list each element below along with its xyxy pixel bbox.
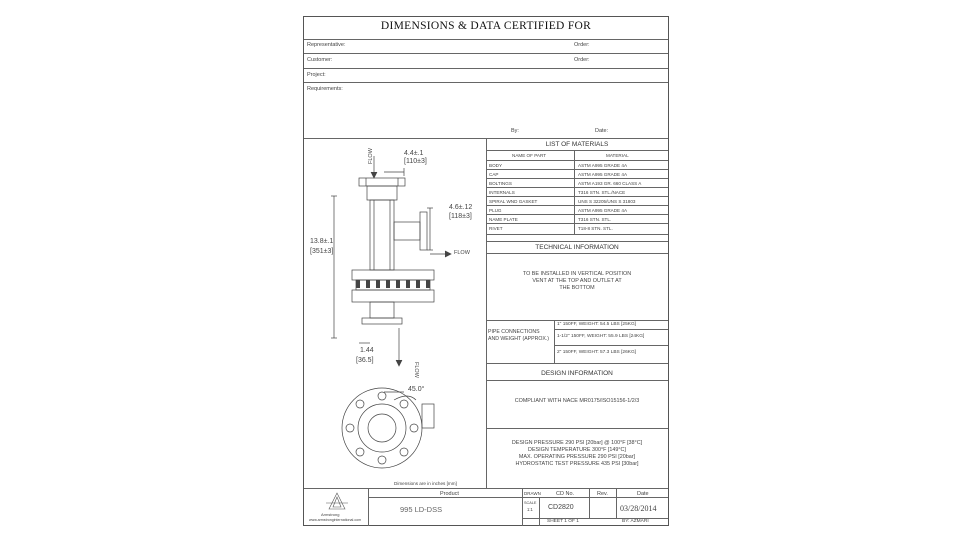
column-header-part: NAME OF PART xyxy=(512,153,547,158)
design-line: HYDROSTATIC TEST PRESSURE 435 PSI [30bar] xyxy=(515,461,639,467)
divider xyxy=(486,234,668,235)
outlet-flange xyxy=(362,318,402,324)
part-cell: RIVET xyxy=(489,226,503,231)
material-cell: ASTM A995 GRADE 4A xyxy=(578,172,628,177)
column-divider xyxy=(616,488,617,518)
pipe-connections-label: PIPE CONNECTIONS xyxy=(488,329,540,335)
dimension-label: 4.4±.1 xyxy=(404,150,424,157)
divider xyxy=(304,488,668,489)
part-cell: BOLTINGS xyxy=(489,181,512,186)
pipe-connections-label: AND WEIGHT (APPROX.) xyxy=(488,336,550,342)
design-line: DESIGN TEMPERATURE 300°F [149°C] xyxy=(528,447,626,453)
column-divider xyxy=(554,320,555,363)
by-label: By: xyxy=(511,128,519,134)
dimension-label: 13.8±.1 xyxy=(310,238,334,245)
dimension-label: 4.6±.12 xyxy=(449,204,473,211)
divider xyxy=(486,380,668,381)
customer-label: Customer: xyxy=(307,57,333,63)
cd-label: CD No. xyxy=(556,491,575,497)
divider xyxy=(304,53,668,54)
dimension-label: 1.44 xyxy=(360,347,374,354)
page-title: DIMENSIONS & DATA CERTIFIED FOR xyxy=(380,20,592,32)
technical-line: TO BE INSTALLED IN VERTICAL POSITION xyxy=(522,271,632,277)
divider xyxy=(486,428,668,429)
divider xyxy=(304,82,668,83)
date-label: Date xyxy=(637,491,649,497)
scale-label: SCALE xyxy=(524,501,537,505)
technical-heading: TECHNICAL INFORMATION xyxy=(535,244,619,251)
scale-value: 1:1 xyxy=(527,507,533,512)
material-cell: UNS S 32205/UNS S 31803 xyxy=(578,199,636,204)
design-heading: DESIGN INFORMATION xyxy=(541,370,613,377)
dimension-label: [118±3] xyxy=(449,213,472,220)
column-divider xyxy=(522,488,523,526)
divider xyxy=(486,363,668,364)
plan-side-flange xyxy=(422,404,434,428)
design-line: MAX. OPERATING PRESSURE 290 PSI [20bar] xyxy=(518,454,636,460)
column-divider xyxy=(589,488,590,518)
product-label: Product xyxy=(440,491,459,497)
table-row xyxy=(486,224,668,233)
representative-label: Representative: xyxy=(307,42,346,48)
divider xyxy=(486,253,668,254)
pipe-row: 1-1/2" 150FF, WEIGHT: 55.9 LBS [24KG] xyxy=(557,334,645,339)
part-cell: NAME PLATE xyxy=(489,217,518,222)
order-label: Order: xyxy=(574,42,590,48)
material-cell: ASTM A193 GR. 660 CLASS A xyxy=(578,181,642,186)
product-value: 995 LD-DSS xyxy=(400,505,443,514)
bottom-flange xyxy=(352,290,434,302)
drawn-by-value: BY: AZMARI xyxy=(622,519,649,524)
cap-flange xyxy=(352,270,434,280)
flow-label: FLOW xyxy=(413,362,419,378)
column-header-material: MATERIAL xyxy=(606,153,629,158)
pipe-row: 2" 150FF, WEIGHT: 57.3 LBS [26KG] xyxy=(557,350,637,355)
part-cell: BODY xyxy=(489,163,503,168)
flow-label: FLOW xyxy=(454,250,470,256)
datasheet xyxy=(303,16,669,526)
material-cell: ASTM A995 GRADE 4A xyxy=(578,208,628,213)
angle-label: 45.0° xyxy=(408,386,425,393)
valve-drawing xyxy=(304,138,486,488)
materials-table xyxy=(486,150,668,234)
dimension-label: [110±3] xyxy=(404,158,427,165)
divider xyxy=(486,241,668,242)
order-label: Order: xyxy=(574,57,590,63)
rev-label: Rev. xyxy=(597,491,608,497)
drawn-label: DRAWN xyxy=(524,491,541,496)
bottom-neck xyxy=(370,302,394,318)
part-cell: SPIRAL WND GASKET xyxy=(489,199,538,204)
logo-url: www.armstronginternational.com xyxy=(309,518,362,522)
date-value: 03/28/2014 xyxy=(620,504,657,513)
divider xyxy=(554,345,668,346)
materials-header-row xyxy=(486,151,668,160)
plan-inner-body xyxy=(358,404,406,452)
part-cell: PLUG xyxy=(489,208,502,213)
part-cell: INTERNALS xyxy=(489,190,515,195)
divider xyxy=(304,68,668,69)
materials-heading: LIST OF MATERIALS xyxy=(545,141,609,148)
dimension-label: [36.5] xyxy=(356,357,374,364)
pipe-row: 1" 150FF, WEIGHT: 54.5 LBS [25KG] xyxy=(557,322,637,327)
material-cell: T316 STN. STL./NACE xyxy=(578,190,626,195)
units-note: Dimensions are in inches [mm] xyxy=(394,481,457,486)
side-outlet xyxy=(394,222,420,240)
top-neck xyxy=(367,186,397,200)
material-cell: T18-8 STN. STL. xyxy=(578,226,613,231)
divider xyxy=(486,320,668,321)
date-label: Date: xyxy=(595,128,609,134)
divider xyxy=(304,39,668,40)
part-cell: CAP xyxy=(489,172,499,177)
material-cell: T316 STN. STL. xyxy=(578,217,612,222)
requirements-label: Requirements: xyxy=(307,86,343,92)
compliance-line: COMPLIANT WITH NACE MR0175/ISO15156-1/2/3 xyxy=(514,398,640,404)
technical-line: VENT AT THE TOP AND OUTLET AT xyxy=(532,278,622,284)
column-divider xyxy=(368,488,369,526)
logo-name: Armstrong xyxy=(321,512,340,517)
divider xyxy=(368,497,668,498)
divider xyxy=(554,329,668,330)
armstrong-logo-icon xyxy=(324,491,350,511)
sheet-value: SHEET 1 OF 1 xyxy=(547,519,579,524)
technical-line: THE BOTTOM xyxy=(559,285,595,291)
design-line: DESIGN PRESSURE 290 PSI [20bar] @ 100°F [38°C] xyxy=(511,440,643,446)
column-divider xyxy=(539,497,540,526)
side-flange xyxy=(420,212,427,250)
dimension-label: [351±3] xyxy=(310,248,334,255)
valve-body xyxy=(370,200,394,270)
project-label: Project: xyxy=(307,72,326,78)
material-cell: ASTM A995 GRADE 4A xyxy=(578,163,628,168)
flow-label: FLOW xyxy=(368,148,374,164)
cd-value: CD2820 xyxy=(548,504,574,511)
